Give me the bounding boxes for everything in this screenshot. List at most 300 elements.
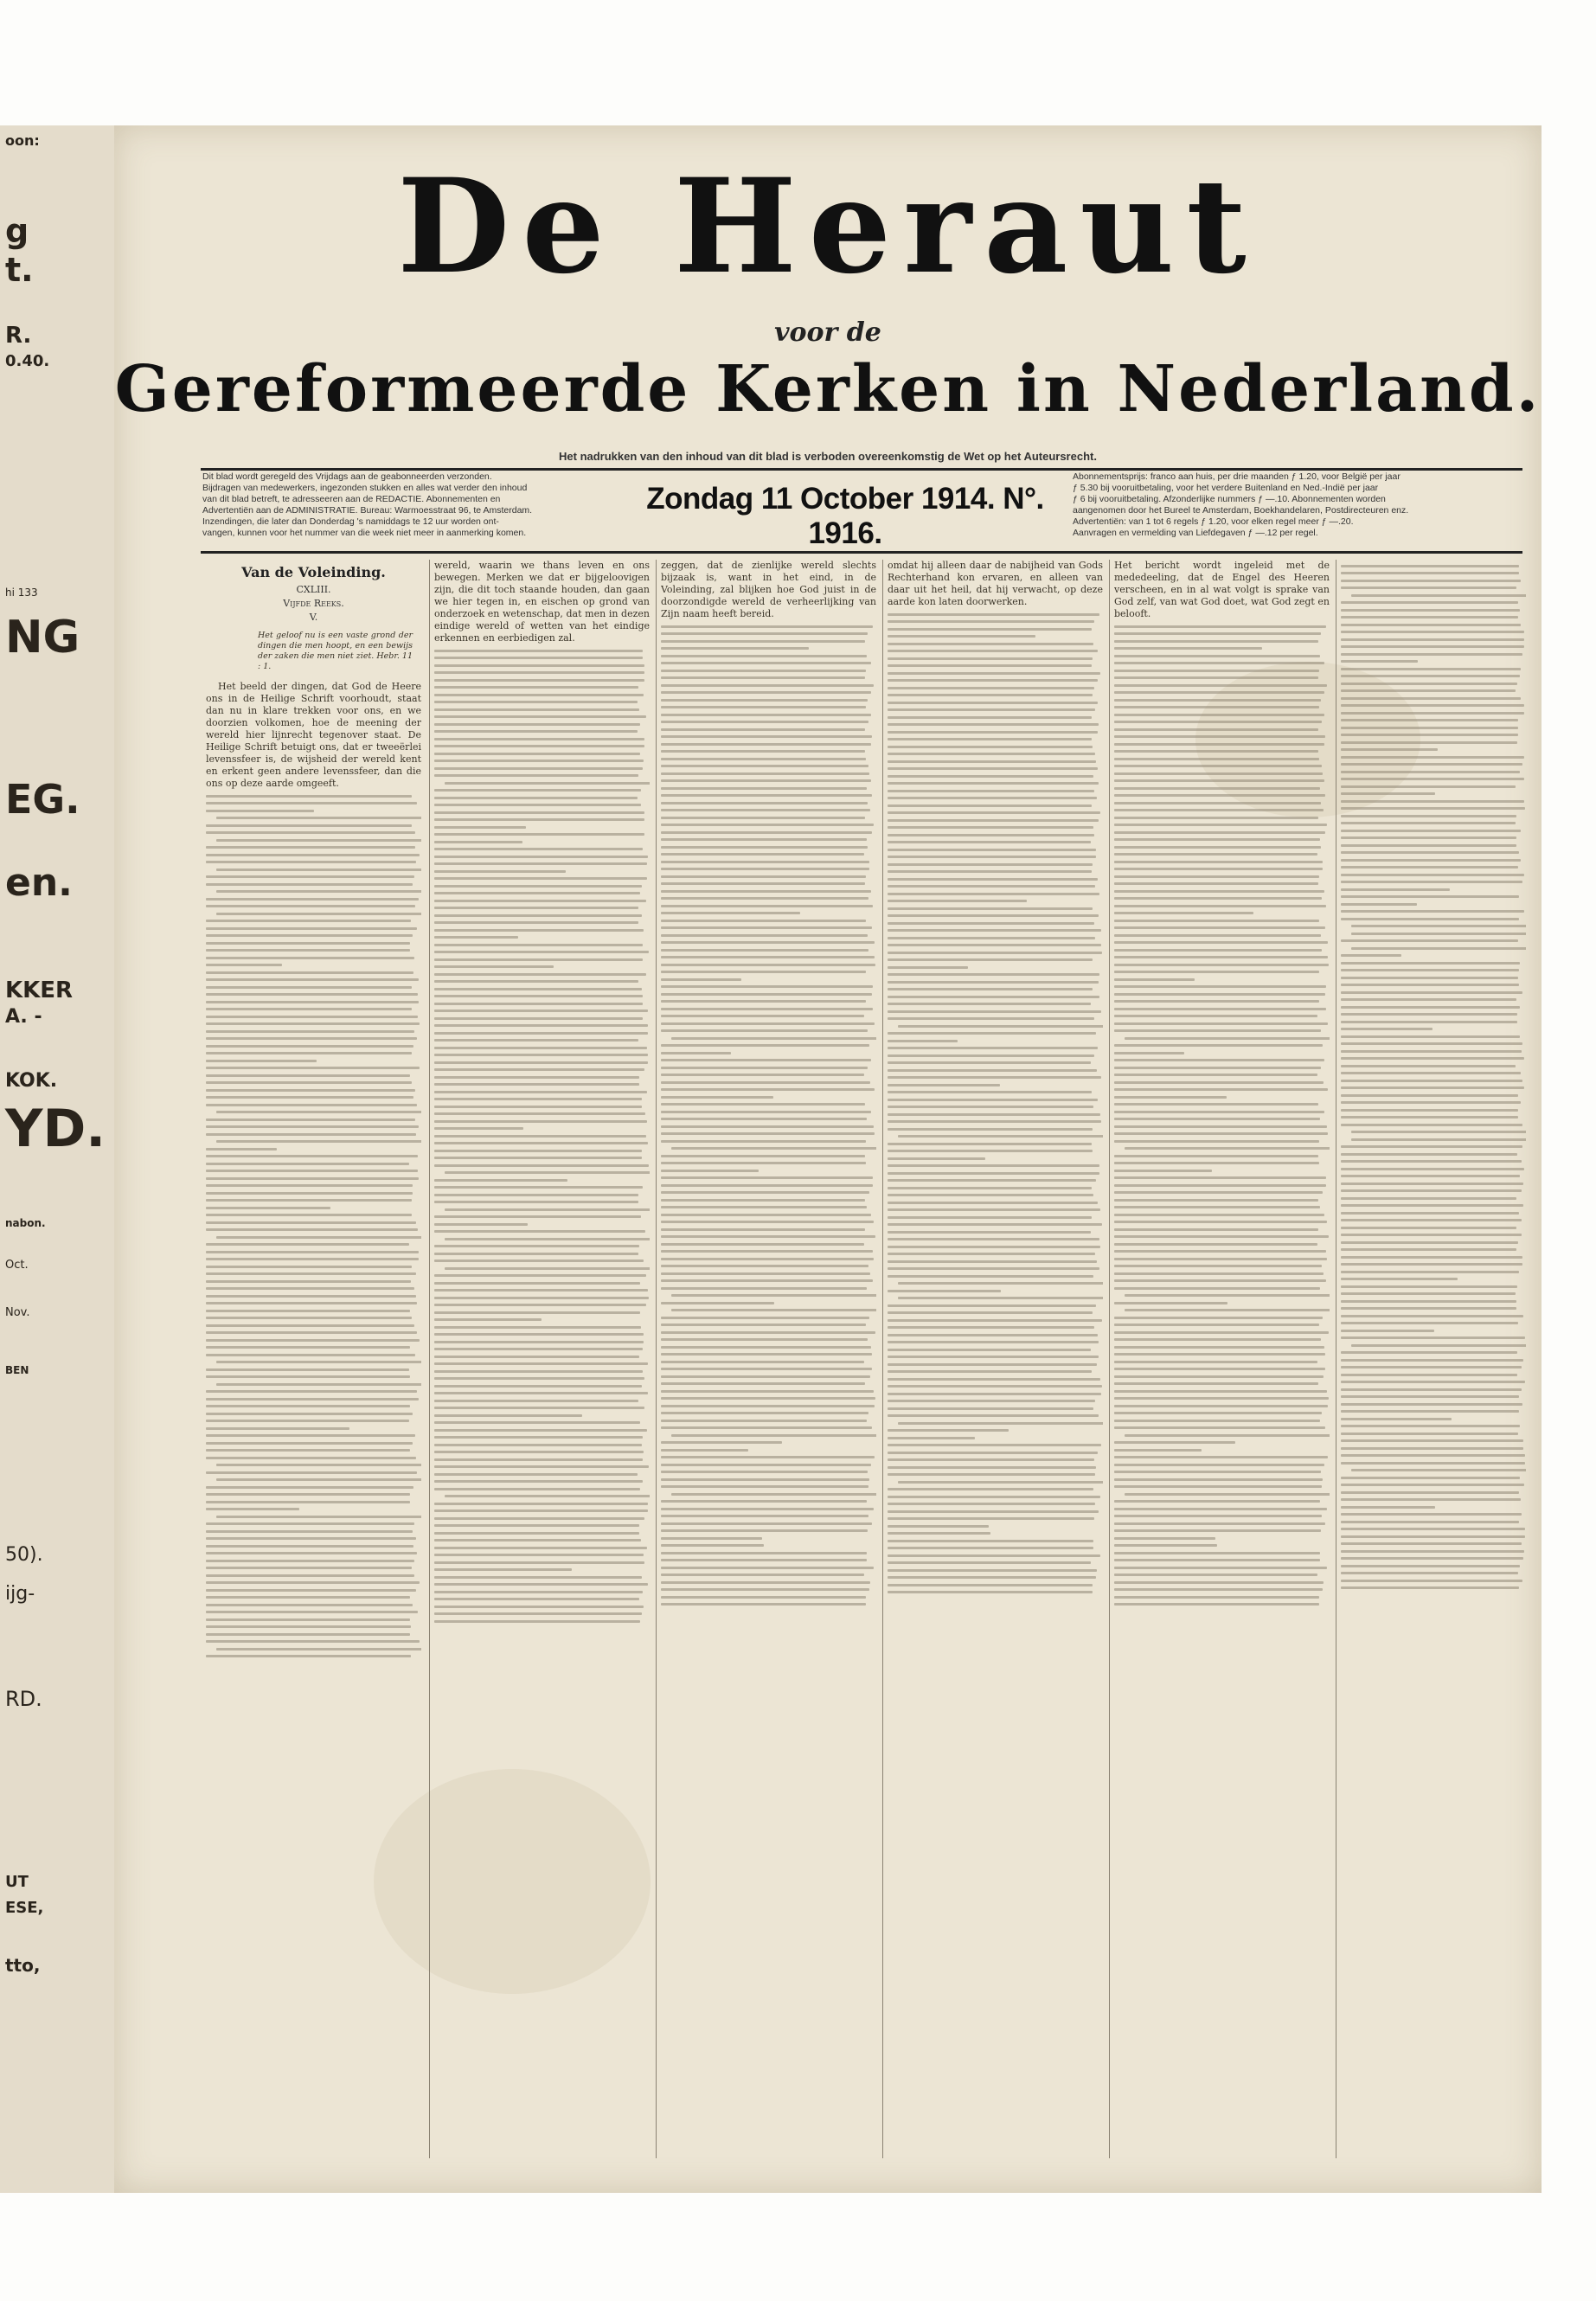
text-line xyxy=(661,1346,871,1349)
text-line xyxy=(888,1238,1099,1240)
text-line xyxy=(206,1618,410,1621)
text-line xyxy=(206,1640,420,1643)
text-line xyxy=(1341,1425,1520,1427)
text-line xyxy=(888,1576,1096,1579)
text-line xyxy=(1341,984,1519,986)
text-line xyxy=(661,1052,731,1054)
text-line xyxy=(661,691,871,694)
text-line xyxy=(888,797,1097,799)
text-line xyxy=(206,1581,420,1584)
text-line xyxy=(434,1612,642,1615)
text-line xyxy=(434,1473,638,1476)
text-line xyxy=(661,1170,759,1172)
text-line xyxy=(1341,1535,1525,1538)
text-line xyxy=(206,1081,412,1084)
text-line xyxy=(1341,822,1516,824)
info-line: vangen, kunnen voor het nummer van die week niet meer in aanmerking komen. xyxy=(202,528,527,538)
text-line xyxy=(888,1326,1094,1329)
text-line xyxy=(661,1044,869,1047)
text-line xyxy=(1341,1381,1525,1383)
text-line xyxy=(434,1326,641,1329)
text-line xyxy=(206,905,415,907)
text-line xyxy=(661,1529,868,1532)
text-line xyxy=(888,694,1093,696)
text-line xyxy=(206,1434,415,1437)
text-line xyxy=(1341,1153,1517,1156)
text-line xyxy=(888,738,1092,740)
text-line xyxy=(888,1370,1092,1373)
text-line xyxy=(1341,1322,1518,1324)
text-line xyxy=(1114,1044,1323,1047)
text-line xyxy=(888,1164,1099,1167)
text-line xyxy=(206,1324,414,1327)
text-line xyxy=(888,988,1093,990)
text-line xyxy=(1341,954,1401,957)
text-line xyxy=(206,1155,418,1157)
text-line xyxy=(1341,1278,1458,1280)
text-line xyxy=(434,694,644,696)
text-line xyxy=(434,1333,644,1336)
text-line xyxy=(661,1456,875,1458)
text-line xyxy=(206,1266,412,1268)
text-line xyxy=(888,952,1102,954)
text-line xyxy=(888,650,1098,652)
edge-fragment: en. xyxy=(5,861,73,905)
text-line xyxy=(1114,920,1319,922)
text-line xyxy=(434,951,649,953)
text-line xyxy=(661,978,741,981)
text-line xyxy=(206,1390,417,1393)
text-line xyxy=(1341,844,1516,847)
text-line xyxy=(1114,640,1318,643)
text-line xyxy=(434,958,643,961)
text-line xyxy=(1125,1493,1330,1496)
text-line xyxy=(1114,655,1320,657)
text-line xyxy=(1114,1265,1322,1267)
text-line xyxy=(888,1143,1092,1145)
text-line xyxy=(206,1375,410,1378)
text-line xyxy=(1114,956,1328,958)
edge-fragment: A. - xyxy=(5,1006,42,1028)
text-line xyxy=(661,1397,875,1400)
text-line xyxy=(206,1413,413,1415)
text-line xyxy=(206,1287,414,1290)
text-line xyxy=(661,824,874,826)
text-line xyxy=(888,1172,1099,1175)
text-line xyxy=(888,643,1093,645)
text-line xyxy=(1114,1382,1318,1385)
publication-info xyxy=(202,471,626,548)
text-line xyxy=(206,957,414,959)
text-line xyxy=(434,657,643,659)
text-line xyxy=(1341,1168,1524,1170)
text-line xyxy=(661,735,872,738)
text-line xyxy=(671,1493,876,1496)
edge-fragment: 0.40. xyxy=(5,352,50,370)
text-line xyxy=(888,679,1098,682)
text-line xyxy=(888,1496,1100,1498)
text-line xyxy=(206,1207,330,1209)
text-line xyxy=(888,1385,1102,1388)
text-line xyxy=(661,699,868,702)
text-line xyxy=(206,861,416,863)
text-line xyxy=(1114,1441,1235,1444)
text-line xyxy=(888,1341,1099,1343)
text-line xyxy=(434,833,644,836)
text-line xyxy=(1114,838,1320,841)
text-line xyxy=(434,767,643,770)
text-line xyxy=(434,921,638,924)
text-line xyxy=(206,831,415,834)
text-line xyxy=(434,1480,643,1483)
text-line xyxy=(434,965,554,968)
text-line xyxy=(888,1091,1092,1093)
text-line xyxy=(1114,1361,1317,1363)
text-line xyxy=(434,1047,647,1049)
text-line xyxy=(888,1488,1093,1490)
text-line xyxy=(206,942,410,945)
text-line xyxy=(888,878,1098,881)
text-line xyxy=(1341,763,1522,766)
text-line xyxy=(661,1067,868,1069)
text-line xyxy=(216,1648,421,1650)
text-line xyxy=(1341,1035,1520,1038)
text-line xyxy=(1341,939,1518,942)
text-line xyxy=(206,1148,277,1150)
text-line xyxy=(1114,1243,1317,1246)
text-line xyxy=(1341,1395,1519,1398)
text-line xyxy=(1341,815,1516,817)
edge-fragment: 50). xyxy=(5,1544,43,1566)
text-line xyxy=(661,1537,762,1540)
text-line xyxy=(434,1524,639,1527)
text-line xyxy=(1114,1272,1324,1275)
text-line xyxy=(1114,758,1319,760)
text-line xyxy=(1351,1344,1526,1347)
text-line xyxy=(206,1258,419,1260)
text-line xyxy=(434,701,638,703)
text-line xyxy=(888,1275,1093,1278)
text-line xyxy=(888,1040,958,1042)
text-line xyxy=(888,672,1100,675)
text-line xyxy=(661,1029,868,1032)
text-line xyxy=(1341,1410,1519,1413)
text-line xyxy=(206,1184,413,1187)
text-line xyxy=(1114,1603,1319,1606)
text-line xyxy=(206,1272,416,1275)
text-line xyxy=(1341,660,1418,663)
text-line xyxy=(888,613,1099,616)
text-line xyxy=(206,1486,413,1489)
text-line xyxy=(661,882,865,885)
text-line xyxy=(1351,947,1526,950)
text-line xyxy=(434,1377,644,1380)
text-line xyxy=(1341,888,1450,891)
text-column-3 xyxy=(661,560,876,2158)
text-line xyxy=(1114,1170,1212,1172)
text-line xyxy=(1341,1366,1522,1368)
text-line xyxy=(888,893,1099,895)
text-line xyxy=(888,1010,1101,1013)
edge-fragment: RD. xyxy=(5,1687,42,1711)
edge-fragment: ijg- xyxy=(5,1583,35,1605)
text-line xyxy=(888,966,968,969)
text-line xyxy=(434,988,642,990)
text-line xyxy=(1341,998,1516,1001)
text-line xyxy=(661,949,869,952)
text-line xyxy=(1114,1581,1324,1584)
text-line xyxy=(661,1228,865,1231)
text-line xyxy=(1114,1478,1323,1481)
text-line xyxy=(661,706,866,708)
text-line xyxy=(1114,1375,1324,1378)
text-line xyxy=(661,1302,774,1304)
text-line xyxy=(888,1444,1101,1446)
text-line xyxy=(434,1282,640,1285)
text-line xyxy=(661,971,866,973)
info-line: Inzendingen, die later dan Donderdag 's namiddags te 12 uur worden ont- xyxy=(202,516,499,527)
text-line xyxy=(434,1003,643,1005)
text-line xyxy=(1341,631,1524,633)
text-line xyxy=(1114,1331,1329,1334)
text-line xyxy=(888,804,1092,807)
text-line xyxy=(434,1289,648,1292)
text-line xyxy=(434,1215,641,1218)
text-line xyxy=(434,1407,644,1409)
text-line xyxy=(1114,647,1262,650)
text-line xyxy=(434,679,644,682)
text-line xyxy=(1114,926,1325,929)
text-line xyxy=(888,1054,1094,1057)
text-line xyxy=(1114,1074,1317,1076)
text-line xyxy=(1341,1557,1523,1560)
text-line xyxy=(1114,1426,1325,1429)
text-line xyxy=(1114,1052,1184,1054)
text-line xyxy=(888,900,1027,902)
text-line xyxy=(661,1478,869,1481)
text-line xyxy=(661,1426,872,1429)
text-line xyxy=(1341,800,1524,803)
text-line xyxy=(661,684,874,687)
text-line xyxy=(434,1362,648,1365)
text-line xyxy=(888,1437,975,1439)
text-line xyxy=(888,1319,1102,1322)
edge-fragment: KKER xyxy=(5,977,74,1003)
text-line xyxy=(1114,662,1324,664)
text-line xyxy=(434,1554,644,1556)
text-line xyxy=(216,1464,421,1466)
text-line xyxy=(434,929,644,932)
text-line xyxy=(661,897,869,900)
text-line xyxy=(888,1458,1094,1461)
text-line xyxy=(1114,824,1327,826)
text-line xyxy=(888,1128,1093,1131)
text-line xyxy=(888,664,1092,667)
text-line xyxy=(1341,1021,1517,1023)
text-line xyxy=(661,1552,867,1554)
text-line xyxy=(206,1339,420,1342)
text-line xyxy=(434,753,640,755)
text-line xyxy=(1114,971,1319,973)
text-line xyxy=(661,750,865,753)
text-line xyxy=(206,1589,416,1592)
edge-fragment: R. xyxy=(5,323,32,349)
article-part: V. xyxy=(309,612,318,623)
text-line xyxy=(661,1199,865,1202)
text-line xyxy=(661,993,872,996)
text-line xyxy=(1341,792,1435,795)
text-line xyxy=(434,1451,644,1453)
text-line xyxy=(888,1414,1099,1417)
text-line xyxy=(434,1068,644,1071)
text-line xyxy=(206,1427,349,1430)
text-line xyxy=(206,1199,412,1202)
text-line xyxy=(1114,765,1322,767)
text-line xyxy=(1341,645,1524,648)
text-line xyxy=(661,794,872,797)
column-text-body xyxy=(1341,565,1526,1590)
text-line xyxy=(888,708,1095,711)
text-line xyxy=(1341,624,1521,626)
text-line xyxy=(434,1201,638,1203)
text-line xyxy=(888,826,1093,829)
text-line xyxy=(661,1522,872,1525)
text-line xyxy=(661,956,875,958)
text-line xyxy=(1114,1515,1322,1517)
text-line xyxy=(206,1163,409,1165)
text-line xyxy=(1341,1307,1516,1310)
text-line xyxy=(661,714,871,716)
text-line xyxy=(206,1074,410,1077)
info-line: aangenomen door het Bureel te Amsterdam, Boekhandelaren, Postdirecteuren enz. xyxy=(1073,505,1409,516)
text-line xyxy=(1341,653,1522,656)
text-line xyxy=(888,753,1095,755)
text-line xyxy=(1341,616,1518,619)
info-line: Advertentiën aan de ADMINISTRATIE. Bureau: Warmoesstraat 96, te Amsterdam. xyxy=(202,505,533,516)
text-line xyxy=(206,1457,416,1459)
text-line xyxy=(1341,668,1521,670)
text-line xyxy=(1341,1447,1523,1450)
text-line xyxy=(888,782,1099,785)
text-line xyxy=(434,686,638,689)
text-line xyxy=(206,1545,413,1548)
text-line xyxy=(1114,1235,1329,1238)
text-line xyxy=(661,1412,869,1414)
text-line xyxy=(661,1544,764,1547)
text-line xyxy=(434,973,646,976)
text-line xyxy=(1341,1433,1518,1435)
text-line xyxy=(1114,1324,1319,1326)
text-line xyxy=(1341,1550,1524,1553)
text-line xyxy=(1114,978,1195,981)
text-line xyxy=(206,1280,411,1283)
text-line xyxy=(1114,699,1321,702)
text-line xyxy=(206,993,418,996)
text-line xyxy=(434,1620,640,1623)
text-line xyxy=(1341,1513,1522,1516)
text-line xyxy=(888,1017,1094,1020)
text-line xyxy=(888,1311,1093,1314)
text-line xyxy=(1341,1050,1522,1053)
text-line xyxy=(434,826,526,829)
text-line xyxy=(1114,1405,1328,1407)
copyright-notice: Het nadrukken van den inhoud van dit blad is verboden overeenkomstig de Wet op het Auteursrecht. xyxy=(559,450,1097,463)
text-line xyxy=(661,1567,874,1569)
text-line xyxy=(1341,903,1417,906)
text-line xyxy=(1351,925,1526,927)
text-line xyxy=(661,625,873,628)
text-line xyxy=(1114,1412,1322,1414)
text-line xyxy=(1351,933,1526,935)
text-line xyxy=(445,1171,650,1174)
text-line xyxy=(1114,1228,1318,1231)
text-line xyxy=(434,1142,648,1144)
text-line xyxy=(1341,1241,1518,1244)
text-line xyxy=(1114,1111,1324,1113)
text-line xyxy=(206,1037,417,1040)
text-line xyxy=(888,1473,1095,1476)
text-line xyxy=(434,1458,643,1461)
text-line xyxy=(1341,601,1518,604)
edge-fragment: oon: xyxy=(5,132,40,149)
text-line xyxy=(206,1449,410,1452)
text-line xyxy=(1341,1189,1522,1192)
text-line xyxy=(1114,714,1324,716)
text-line xyxy=(1341,778,1524,780)
text-line xyxy=(434,1098,642,1100)
text-line xyxy=(434,1392,648,1394)
text-line xyxy=(434,760,644,762)
text-line xyxy=(434,1157,642,1159)
text-line xyxy=(434,789,641,792)
text-line xyxy=(434,1598,639,1600)
text-line xyxy=(888,1032,1096,1035)
text-line xyxy=(898,1297,1103,1299)
text-line xyxy=(888,944,1101,946)
text-line xyxy=(661,1508,874,1510)
text-line xyxy=(1114,1302,1227,1304)
text-line xyxy=(1114,802,1321,804)
text-line xyxy=(434,1400,638,1402)
text-line xyxy=(671,1037,876,1040)
text-line xyxy=(1114,1522,1325,1525)
text-line xyxy=(206,1501,410,1503)
text-line xyxy=(1114,1552,1320,1554)
text-line xyxy=(206,978,419,981)
text-line xyxy=(888,1554,1100,1557)
column-separator xyxy=(656,560,657,2158)
text-line xyxy=(888,1253,1095,1255)
text-line xyxy=(216,817,421,819)
text-line xyxy=(1114,743,1324,746)
column-text-body xyxy=(888,613,1103,1594)
text-line xyxy=(661,1485,869,1488)
text-line xyxy=(434,715,646,718)
text-line xyxy=(898,1422,1103,1425)
text-line xyxy=(434,1465,649,1468)
text-line xyxy=(434,811,644,814)
text-line xyxy=(434,1135,646,1138)
text-line xyxy=(661,1375,870,1378)
text-line xyxy=(1114,1537,1215,1540)
text-line xyxy=(888,849,1096,851)
text-line xyxy=(661,831,872,834)
info-line: Dit blad wordt geregeld des Vrijdags aan de geabonneerden verzonden. xyxy=(202,471,492,482)
text-line xyxy=(661,846,868,849)
text-line xyxy=(206,1625,411,1628)
text-line xyxy=(1341,977,1518,979)
text-line xyxy=(1114,1287,1320,1290)
